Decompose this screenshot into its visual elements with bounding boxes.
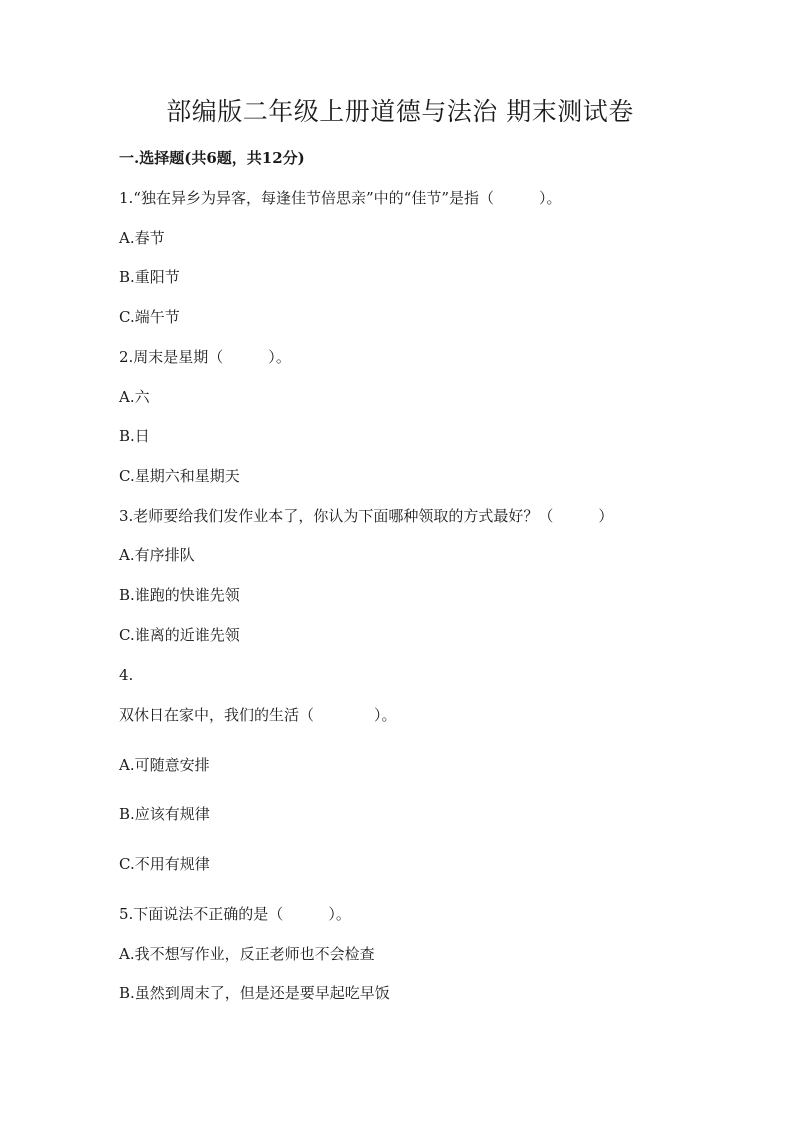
question-4-option-c: C.不用有规律 [119,855,210,873]
question-2-option-a: A.六 [119,388,150,406]
question-4-stem: 双休日在家中，我们的生活（ ）。 [119,706,397,724]
question-4-number: 4. [119,666,134,684]
question-5-stem: 5.下面说法不正确的是（ ）。 [119,905,351,923]
question-4-option-b: B.应该有规律 [119,805,210,823]
question-4-option-a: A.可随意安排 [119,756,210,774]
question-3-option-a: A.有序排队 [119,546,195,564]
question-1-option-c: C.端午节 [119,308,180,326]
question-1-option-a: A.春节 [119,229,165,247]
question-2-option-c: C.星期六和星期天 [119,467,240,485]
question-3-option-c: C.谁离的近谁先领 [119,626,240,644]
question-5-option-b: B.虽然到周末了，但是还是要早起吃早饭 [119,984,390,1002]
question-1-option-b: B.重阳节 [119,268,180,286]
section-heading: 一.选择题(共6题，共12分) [119,149,305,167]
question-3-option-b: B.谁跑的快谁先领 [119,586,240,604]
question-2-stem: 2.周末是星期（ ）。 [119,348,291,366]
question-2-option-b: B.日 [119,427,150,445]
question-5-option-a: A.我不想写作业，反正老师也不会检查 [119,945,375,963]
page-title: 部编版二年级上册道德与法治 期末测试卷 [166,97,634,126]
question-1-stem: 1.“独在异乡为异客，每逢佳节倍思亲”中的“佳节”是指（ ）。 [119,189,562,207]
question-3-stem: 3.老师要给我们发作业本了，你认为下面哪种领取的方式最好？（ ） [119,507,614,525]
